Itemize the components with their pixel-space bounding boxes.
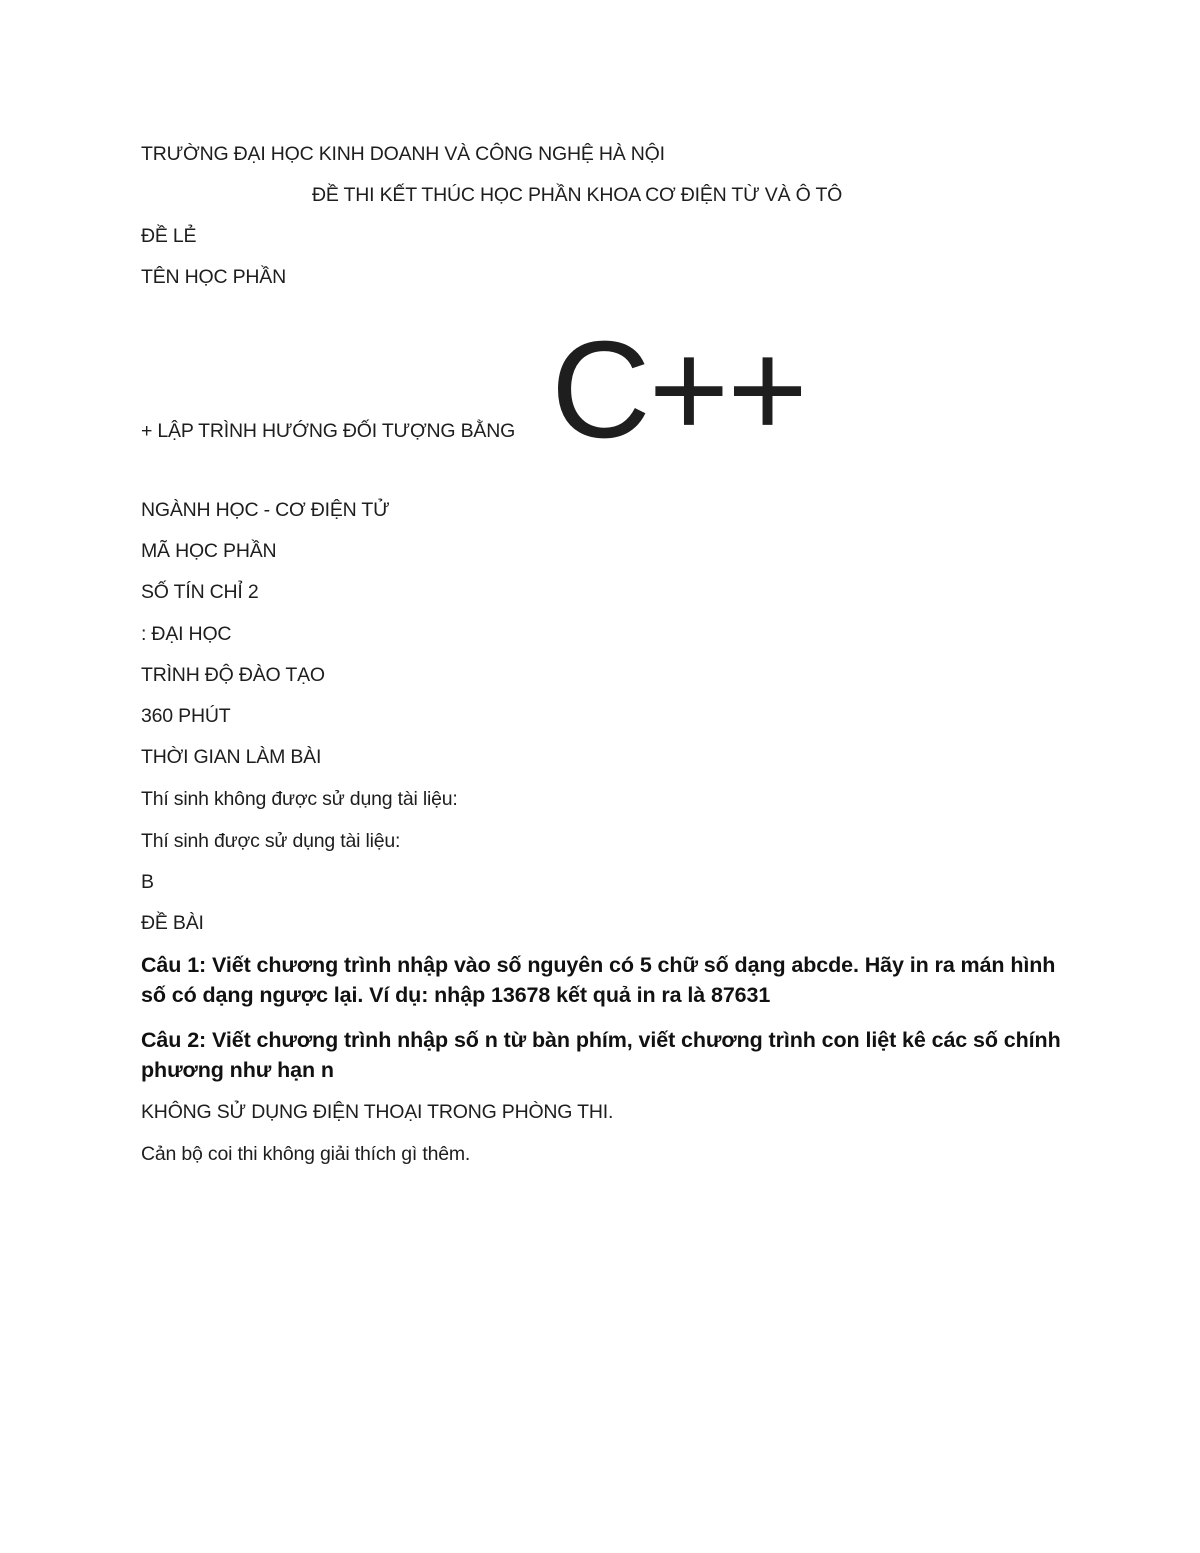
course-name-label: TÊN HỌC PHẦN [141, 266, 286, 288]
with-materials-note: Thí sinh được sử dụng tài liệu: [141, 830, 401, 852]
phone-rule: KHÔNG SỬ DỤNG ĐIỆN THOẠI TRONG PHÒNG THI. [141, 1101, 614, 1123]
level-value: : ĐẠI HỌC [141, 623, 232, 645]
question-1: Câu 1: Viết chương trình nhập vào số nguyên có 5 chữ số dạng abcde. Hãy in ra mán hình số có dạng ngược lại. Ví dụ: nhập 13678 kết quả in ra là 87631 [141, 953, 1056, 1007]
course-subject-text: + LẬP TRÌNH HƯỚNG ĐỐI TƯỢNG BẰNG [141, 420, 516, 442]
course-code-label: MÃ HỌC PHẦN [141, 540, 277, 562]
major: NGÀNH HỌC - CƠ ĐIỆN TỬ [141, 499, 390, 521]
section-title: ĐỀ BÀI [141, 912, 204, 934]
course-subject-cpp: C++ [551, 313, 806, 467]
exam-title: ĐỀ THI KẾT THÚC HỌC PHẦN KHOA CƠ ĐIỆN TỪ VÀ Ô TÔ [312, 184, 843, 206]
course-subject [141, 313, 1041, 467]
exam-type: ĐỀ LẺ [141, 225, 197, 247]
exam-version: B [141, 871, 154, 893]
question-2: Câu 2: Viết chương trình nhập số n từ bàn phím, viết chương trình con liệt kê các số chính phương như hạn n [141, 1028, 1061, 1082]
duration-label: THỜI GIAN LÀM BÀI [141, 746, 322, 768]
no-materials-note: Thí sinh không được sử dụng tài liệu: [141, 788, 458, 810]
level-label: TRÌNH ĐỘ ĐÀO TẠO [141, 664, 325, 686]
credits: SỐ TÍN CHỈ 2 [141, 581, 259, 603]
duration-value: 360 PHÚT [141, 705, 231, 727]
school-name: TRƯỜNG ĐẠI HỌC KINH DOANH VÀ CÔNG NGHỆ HÀ NỘI [141, 143, 665, 165]
proctor-note: Cản bộ coi thi không giải thích gì thêm. [141, 1143, 471, 1165]
